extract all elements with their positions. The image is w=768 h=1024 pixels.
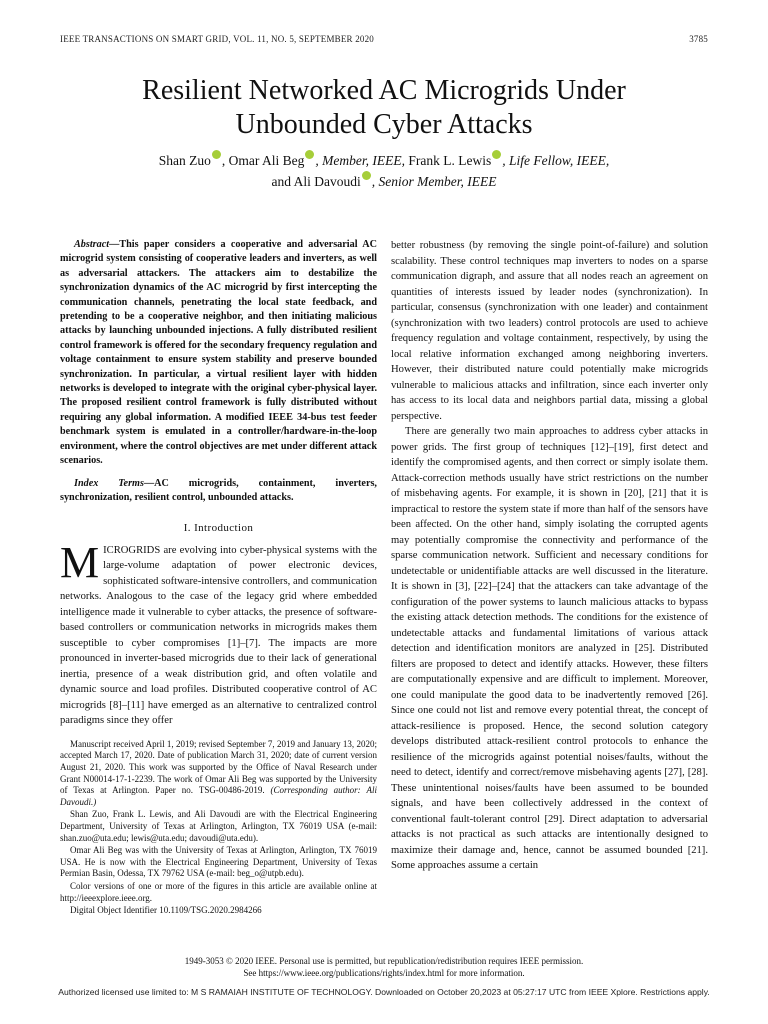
author-4: and Ali Davoudi (271, 174, 361, 189)
abstract-label: Abstract (74, 239, 110, 250)
right-paragraph-2: There are generally two main approaches to address cyber attacks in power grids. The first group of techniques [12]–[19], first detect and identify the compromised agents, and then correct or simply isolate them. Attack-correction methods usually have strict restrictions on the number of misbehaving agents. For example, it is shown in [20], [21] that it is impractical to restore the system state if more than half of the sensors have been affected. On the other hand, simply isolating the corrupted agents may potentially compromise the connectivity and performance of the sparse communication network. Sufficient and necessary conditions for undetectable or unidentifiable attacks are well discussed in the literature. It is shown in [3], [22]–[24] that the attackers can take advantage of the configuration of the power systems to launch malicious attacks to bypass the existing attack detection methods. The conditions for the existence of undetectable attacks and fundamental limitations of various attack detection and identification monitors are analyzed in [25]. Distributed filters are proposed to detect and identify attacks. However, these filters are computationally expensive and are difficult to implement. Moreover, one could manipulate the good data to be inadvertently removed [26]. Since one could not list and remove every potential threat, the concept of attack-resilience is proposed. Hence, the second solution category develops distributed attack-resilient control protocols to enhance the resilience of the microgrids against potential noises/faults, without the need to detect, identify and correct/remove misbehaving agents [27], [28]. These unintentional noises/faults have been assumed to be bounded signals, and have been collectively addressed in the context of conventional fault-tolerant control [29]. Direct adaptation to adversarial attacks is not practical as such attacks are intentionally designed to maximize their damage and, hence, cannot be assumed bounded [21]. Some approaches assume a certain (391, 426, 708, 871)
footnote-manuscript-text: Manuscript received April 1, 2019; revised September 7, 2019 and January 13, 2020; accepted March 17, 2020. Date of publication March 31, 2020; date of current version August 21, 2020. This work was supported by the Office of Naval Research under Grant N00014-17-1-2239. The work of Omar Ali Beg was supported by the University of Texas at Arlington. Paper no. TSG-00486-2019. (60, 738, 377, 796)
index-terms (60, 477, 377, 506)
author-3: Frank L. Lewis (405, 153, 492, 168)
index-terms-text: —AC microgrids, containment, inverters, synchronization, resilient control, unbounded attacks. (60, 477, 377, 503)
copyright-line-2: See https://www.ieee.org/publications/rights/index.html for more information. (243, 968, 525, 978)
footnote-manuscript (60, 739, 377, 809)
abstract-text: —This paper considers a cooperative and adversarial AC microgrid system consisting of cooperative leaders and inverters, as well as adversarial attackers. The attackers aim to destabilize the synchronization dynamics of the AC microgrid by first intercepting the communication channels, penetrating the local state feedback, and pretending to be a cooperative neighbor, and then initiating malicious attacks by launching unbounded injections. A fully distributed resilient control framework is offered for the secondary frequency regulation and voltage containment to ensure system stability and preserve bounded synchronization. In particular, a virtual resilient layer with hidden networks is developed to integrate with the original cyber-physical layer. The proposed resilient control framework is fully distributed without requiring any global information. A modified IEEE 34-bus test feeder benchmark system is emulated in a controller/hardware-in-the-loop environment, where the control objectives are met under different attack scenarios. (60, 239, 377, 467)
footnotes (60, 739, 377, 917)
author-list (60, 150, 708, 192)
drop-cap: M (60, 537, 100, 587)
section-heading-introduction: I. Introduction (183, 522, 254, 535)
abstract (60, 238, 377, 469)
title-line-1: Resilient Networked AC Microgrids Under (142, 75, 626, 106)
right-paragraph-1: better robustness (by removing the single point-of-failure) and solution scalability. These control techniques map inverters to nodes on a sparse communication digraph, and assure that all nodes reach an agreement on quantities of interests issued by leader nodes (synchronization). In particular, consensus (synchronization with one leader) and containment (synchronization with two leaders) control protocols are used to achieve frequency regulation and voltage containment, respectively, by using the local relative information exchanged among neighboring inverters. However, their distributed nature could potentially make microgrids vulnerable to malicious attacks and infiltration, since each inverter only has access to its local data and neighbors partial data, missing a global perspective. (391, 240, 708, 422)
footnote-corresponding-author: (Corresponding author: Ali Davoudi.) (60, 785, 377, 807)
orcid-icon[interactable] (305, 150, 314, 159)
author-2: , Omar Ali Beg (221, 153, 305, 168)
copyright-notice (60, 955, 708, 979)
orcid-icon[interactable] (492, 150, 501, 159)
author-1: Shan Zuo (158, 153, 211, 168)
author-3-role: , Life Fellow, IEEE, (502, 153, 610, 168)
orcid-icon[interactable] (362, 171, 371, 180)
footnote-doi: Digital Object Identifier 10.1109/TSG.2020.2984266 (70, 905, 262, 916)
left-column (60, 238, 377, 918)
author-4-role: , Senior Member, IEEE (371, 174, 497, 189)
orcid-icon[interactable] (212, 150, 221, 159)
running-header-journal: IEEE TRANSACTIONS ON SMART GRID, VOL. 11, NO. 5, SEPTEMBER 2020 (60, 34, 374, 44)
footnote-beg-affiliation: Omar Ali Beg was with the University of Texas at Arlington, Arlington, TX 76019 USA. He is now with the Electrical Engineering Department, University of Texas Permian Basin, Odessa, TX 79762 USA (e-mail: beg_o@utpb.edu). (60, 845, 377, 879)
right-column (391, 238, 708, 874)
author-2-role: , Member, IEEE, (315, 153, 405, 168)
title-line-2: Unbounded Cyber Attacks (235, 109, 533, 140)
authorized-use-footer: Authorized licensed use limited to: M S RAMAIAH INSTITUTE OF TECHNOLOGY. Downloaded on October 20,2023 at 05:27:17 UTC from IEEE Xplore. Restrictions apply. (58, 987, 710, 997)
index-terms-label: Index Terms (74, 477, 144, 489)
copyright-line-1: 1949-3053 © 2020 IEEE. Personal use is permitted, but republication/redistribution requires IEEE permission. (184, 956, 584, 966)
footnote-color-versions: Color versions of one or more of the figures in this article are available online at http://ieeexplore.ieee.org. (60, 880, 377, 903)
page-number: 3785 (689, 34, 708, 44)
introduction-text: ICROGRIDS are evolving into cyber-physical systems with the large-volume adaptation of power electronic devices, sophisticated software-intensive controllers, and communication networks. Analogous to the case of the legacy grid where embedded intelligence made it vulnerable to cyber attacks, the presence of software-based controllers or communication networks in microgrids makes them susceptible to cyber compromises [1]–[7]. The impacts are more pronounced in inverter-based microgrids due to their lack of generational inertia, presence of a weak distribution grid, and often volatile and dynamic source and load profiles. Distributed cooperative control of AC microgrids [8]–[11] have emerged as an alternative to centralized control paradigms since they offer (60, 544, 377, 727)
paper-title (60, 74, 708, 142)
footnote-affiliations: Shan Zuo, Frank L. Lewis, and Ali Davoudi are with the Electrical Engineering Department, University of Texas at Arlington, Arlington, TX 76019 USA (e-mail: shan.zuo@uta.edu; lewis@uta.edu; davoudi@uta.edu). (60, 809, 377, 843)
introduction-paragraph (60, 537, 377, 729)
